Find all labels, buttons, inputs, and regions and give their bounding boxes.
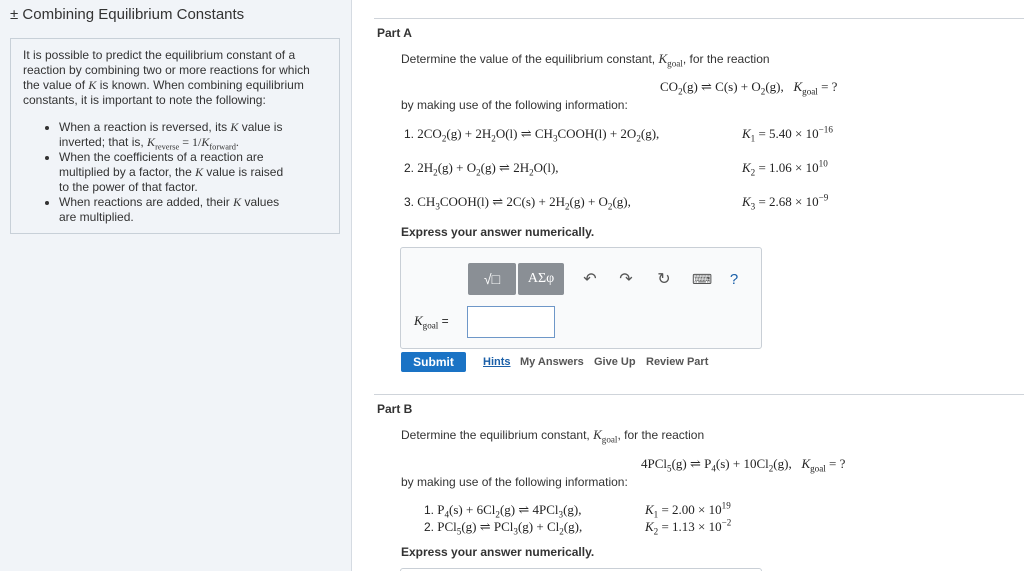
intro-line-1: It is possible to predict the equilibrium constant of a — [23, 48, 296, 62]
part-b-heading[interactable]: Part B — [377, 402, 413, 416]
intro-line-2: reaction by combining two or more reactions for which — [23, 63, 310, 77]
my-answers-link[interactable]: My Answers — [520, 356, 584, 368]
intro-line-3a: the value of — [23, 78, 89, 92]
part-a-reaction-3: 3. $CH_3COOH(l)$ ⇌ $2C(s) + 2H_2(g) + O_2(g)$, — [404, 194, 631, 212]
k-goal-symbol: $K_{goal}$ — [593, 427, 618, 445]
rule-coefficients — [59, 150, 327, 195]
symbols-icon: ΑΣφ — [527, 271, 555, 286]
k-symbol: K — [233, 195, 242, 209]
rules-list — [23, 120, 327, 225]
symbols-button[interactable] — [518, 263, 564, 295]
intro-paragraph — [23, 48, 327, 108]
k2-exponent: 10 — [818, 158, 828, 169]
submit-button[interactable]: Submit — [401, 352, 466, 372]
k2-value: = 1.13 × 10 — [661, 519, 722, 534]
part-a-k3: $K_3 = 2.68 \times 10^{-9}$ — [742, 192, 829, 212]
k-reverse-formula: $K_{reverse} = 1/K_{forward}$. — [147, 135, 239, 152]
part-b-reaction-1: 1. $P_4(s) + 6Cl_2(g)$ ⇌ 4PCl$_3$(g), — [424, 502, 582, 520]
k3-exponent: −9 — [818, 192, 829, 203]
k-sub: goal — [422, 320, 439, 331]
rule-text: inverted; that is, — [59, 135, 148, 149]
part-a-divider — [374, 18, 1024, 19]
intro-box — [10, 38, 340, 234]
part-a-reaction-2: 2. $2H_2(g) + O_2(g)$ ⇌ $2H_2O(l)$, — [404, 160, 559, 178]
part-a-k1: $K_1 = 5.40 \times 10^{-16}$ — [742, 124, 833, 144]
rule-text: to the power of that factor. — [59, 180, 198, 194]
give-up-link[interactable]: Give Up — [594, 356, 636, 368]
part-b-using: by making use of the following information: — [401, 475, 628, 489]
reset-icon[interactable]: ↻ — [657, 271, 671, 288]
intro-title[interactable]: ± Combining Equilibrium Constants — [10, 6, 245, 23]
intro-panel — [0, 0, 352, 571]
k-goal-symbol: $K_{goal}$ — [658, 51, 683, 69]
k-symbol: K — [88, 78, 97, 92]
part-b-k2: $K_2 = 1.13 \times 10^{-2}$ — [645, 517, 732, 537]
k-symbol: K — [230, 120, 239, 134]
part-b-reaction-2: 2. PCl$_5$(g) ⇌ $PCl_3(g) + Cl_2(g)$, — [424, 519, 583, 537]
k2-exponent: −2 — [721, 517, 732, 528]
undo-icon[interactable]: ↶ — [583, 271, 597, 288]
part-a-k2: $K_2 = 1.06 \times 10^{10}$ — [742, 158, 828, 178]
part-a-heading[interactable]: Part A — [377, 26, 412, 40]
templates-button[interactable] — [468, 263, 516, 295]
math-toolbar — [468, 263, 748, 295]
hints-link[interactable]: Hints — [483, 356, 511, 368]
part-a-reaction-1: 1. $2CO_2(g) + 2H_2O(l)$ ⇌ $CH_3COOH(l) + 2O_2(g)$, — [404, 126, 660, 144]
k-goal-input[interactable] — [467, 306, 555, 338]
prompt-text: , for the reaction — [617, 428, 705, 442]
k1-value: = 2.00 × 10 — [661, 502, 722, 517]
part-b-divider — [374, 394, 1024, 395]
rule-text: are multiplied. — [59, 210, 134, 224]
k3-value: = 2.68 × 10 — [758, 194, 819, 209]
intro-line-3b: is known. When combining equilibrium — [96, 78, 304, 92]
rule-text: When reactions are added, their — [59, 195, 234, 209]
k-symbol: K — [195, 165, 204, 179]
part-b-goal-reaction: 4PCl$_5$(g) ⇌ $P_4(s) + 10Cl_2(g)$, $K_{goal}$ = ? — [641, 456, 846, 474]
rule-text: values — [241, 195, 280, 209]
rule-text: value is — [238, 120, 283, 134]
rule-text: multiplied by a factor, the — [59, 165, 196, 179]
part-a-goal-reaction: $CO_2(g)$ ⇌ $C(s) + O_2(g)$, $K_{goal}$ = ? — [660, 79, 838, 97]
part-a-express: Express your answer numerically. — [401, 225, 595, 239]
keyboard-icon[interactable]: ⌨ — [691, 270, 713, 287]
k1-value: = 5.40 × 10 — [758, 126, 819, 141]
k1-exponent: 19 — [721, 500, 731, 511]
part-b-express: Express your answer numerically. — [401, 545, 595, 559]
intro-line-4: constants, it is important to note the following: — [23, 93, 266, 107]
templates-icon: √□ — [483, 271, 501, 287]
k-label: K — [414, 313, 423, 328]
prompt-text: Determine the equilibrium constant, — [401, 428, 594, 442]
part-a-using: by making use of the following information: — [401, 98, 628, 112]
rule-text: When a reaction is reversed, its — [59, 120, 231, 134]
k-goal-label — [414, 313, 449, 329]
help-icon[interactable]: ? — [729, 270, 739, 288]
k2-value: = 1.06 × 10 — [758, 160, 819, 175]
equals-sign: = — [438, 314, 449, 328]
rule-text: When the coefficients of a reaction are — [59, 150, 264, 164]
rule-added — [59, 195, 327, 225]
part-b-k1: $K_1 = 2.00 \times 10^{19}$ — [645, 500, 731, 520]
part-a-prompt — [401, 51, 770, 67]
part-b-prompt — [401, 427, 704, 443]
k1-exponent: −16 — [818, 124, 833, 135]
rule-reversed — [59, 120, 327, 150]
prompt-text: , for the reaction — [682, 52, 770, 66]
rule-text: value is raised — [203, 165, 284, 179]
prompt-text: Determine the value of the equilibrium constant, — [401, 52, 659, 66]
review-part-link[interactable]: Review Part — [646, 356, 709, 368]
redo-icon[interactable]: ↷ — [619, 271, 633, 288]
